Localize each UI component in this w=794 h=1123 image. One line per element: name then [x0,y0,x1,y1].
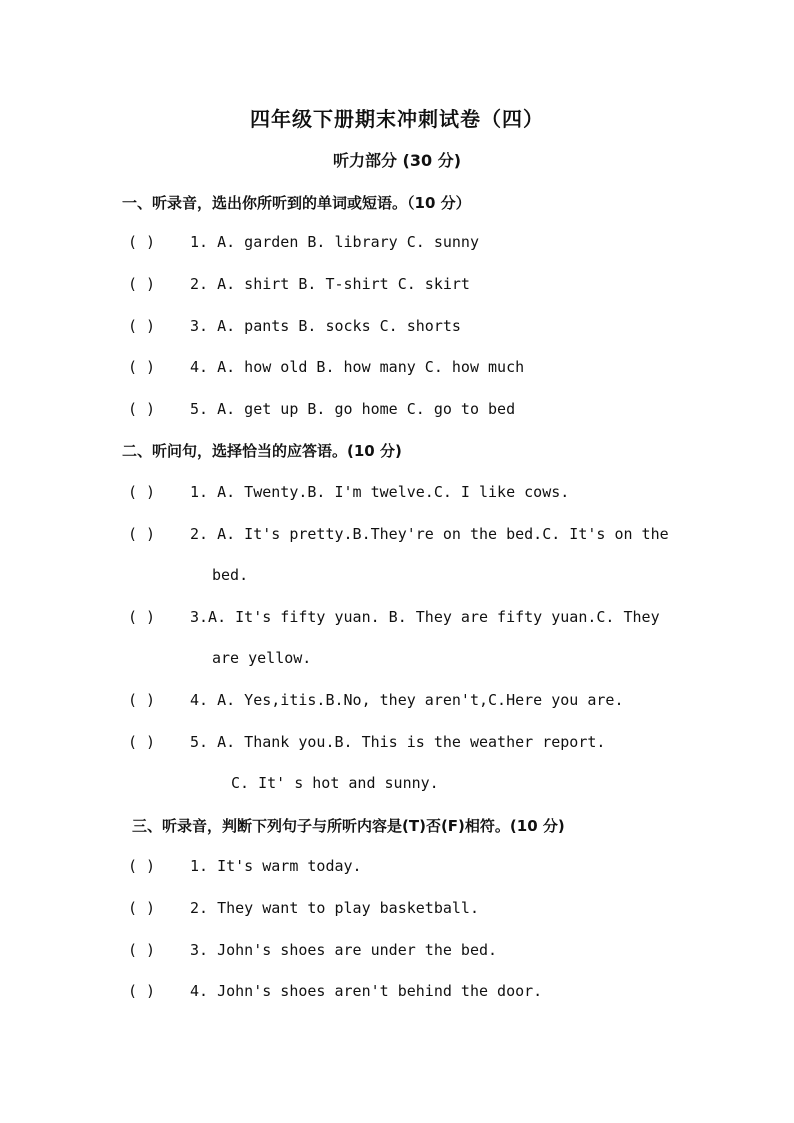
question-text: 1. It's warm today. [190,857,362,875]
answer-bracket[interactable]: ( ) [128,608,156,626]
answer-bracket[interactable]: ( ) [128,233,156,251]
answer-bracket[interactable]: ( ) [128,982,156,1000]
section2-item-4 [128,691,623,709]
section2-item-2 [128,525,669,543]
section1-item-1 [128,233,479,251]
question-text: 3. John's shoes are under the bed. [190,941,498,959]
answer-bracket[interactable]: ( ) [128,733,156,751]
answer-bracket[interactable]: ( ) [128,857,156,875]
question-text: 1. A. Twenty.B. I'm twelve.C. I like cows. [190,483,570,501]
section2-item-5 [128,733,605,751]
section3-item-4 [128,982,542,1000]
question-text: 5. A. Thank you.B. This is the weather report. [190,733,606,751]
answer-bracket[interactable]: ( ) [128,691,156,709]
question-text: 3.A. It's fifty yuan. B. They are fifty yuan.C. They [190,608,660,626]
answer-bracket[interactable]: ( ) [128,400,156,418]
answer-bracket[interactable]: ( ) [128,358,156,376]
answer-bracket[interactable]: ( ) [128,317,156,335]
section1-item-3 [128,317,461,335]
question-text: 2. A. shirt B. T-shirt C. skirt [190,275,470,293]
section2-item-3 [128,608,660,626]
section2-item-1 [128,483,569,501]
question-text: 4. A. Yes,itis.B.No, they aren't,C.Here you are. [190,691,624,709]
section3-item-3 [128,941,497,959]
question-text: 4. John's shoes aren't behind the door. [190,982,543,1000]
section1-heading: 一、听录音，选出你所听到的单词或短语。（10 分） [122,194,471,212]
section2-item-3-continuation: are yellow. [212,649,312,667]
answer-bracket[interactable]: ( ) [128,275,156,293]
section2-item-5-continuation: C. It' s hot and sunny. [231,774,439,792]
section1-item-4 [128,358,524,376]
answer-bracket[interactable]: ( ) [128,899,156,917]
section2-heading: 二、听问句，选择恰当的应答语。(10 分) [122,442,402,460]
question-text: 2. A. It's pretty.B.They're on the bed.C. It's on the [190,525,669,543]
question-text: 1. A. garden B. library C. sunny [190,233,479,251]
page-subtitle: 听力部分 (30 分) [332,151,462,170]
section3-item-1 [128,857,362,875]
answer-bracket[interactable]: ( ) [128,941,156,959]
page-title: 四年级下册期末冲刺试卷（四） [250,107,544,131]
section1-item-2 [128,275,470,293]
section3-item-2 [128,899,479,917]
section2-item-2-continuation: bed. [212,566,249,584]
answer-bracket[interactable]: ( ) [128,483,156,501]
question-text: 2. They want to play basketball. [190,899,479,917]
section1-item-5 [128,400,515,418]
section3-heading: 三、听录音，判断下列句子与所听内容是(T)否(F)相符。(10 分) [132,817,565,835]
question-text: 3. A. pants B. socks C. shorts [190,317,461,335]
question-text: 4. A. how old B. how many C. how much [190,358,525,376]
question-text: 5. A. get up B. go home C. go to bed [190,400,516,418]
answer-bracket[interactable]: ( ) [128,525,156,543]
